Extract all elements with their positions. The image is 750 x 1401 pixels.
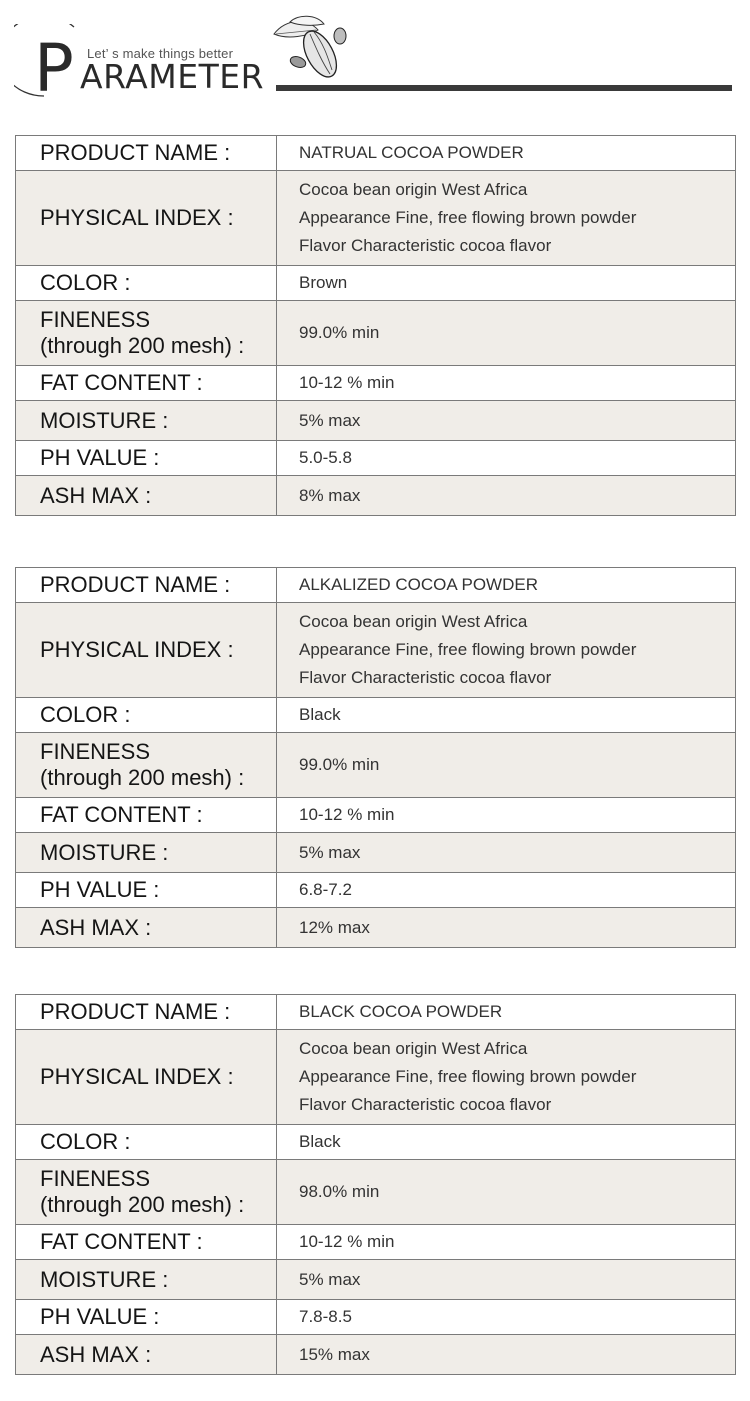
row-label: ASH MAX : [16,908,277,948]
moisture-value: 5% max [277,1260,736,1300]
spec-table-alkalized [15,567,736,948]
ph-value: 6.8-7.2 [277,873,736,908]
fineness-value: 99.0% min [277,733,736,798]
table-row [16,603,736,698]
table-row [16,366,736,401]
physical-index-line: Flavor Characteristic cocoa flavor [299,668,552,687]
row-label: FAT CONTENT : [16,1225,277,1260]
row-label: ASH MAX : [16,1335,277,1375]
fat-content-value: 10-12 % min [277,366,736,401]
color-value: Black [277,698,736,733]
row-label [16,301,277,366]
row-label: FAT CONTENT : [16,366,277,401]
physical-index-line: Cocoa bean origin West Africa [299,180,528,199]
row-label [16,1160,277,1225]
ash-max-value: 15% max [277,1335,736,1375]
physical-index-line: Flavor Characteristic cocoa flavor [299,1095,552,1114]
table-row [16,1160,736,1225]
moisture-value: 5% max [277,401,736,441]
table-row [16,266,736,301]
row-label: MOISTURE : [16,1260,277,1300]
fineness-value: 99.0% min [277,301,736,366]
table-row [16,301,736,366]
table-row [16,1225,736,1260]
ash-max-value: 8% max [277,476,736,516]
table-row [16,733,736,798]
product-name-value: BLACK COCOA POWDER [277,995,736,1030]
spec-table-black [15,994,736,1375]
table-row [16,441,736,476]
product-name-value: ALKALIZED COCOA POWDER [277,568,736,603]
parameter-header [0,0,750,110]
table-row [16,995,736,1030]
fat-content-value: 10-12 % min [277,1225,736,1260]
product-name-value: NATRUAL COCOA POWDER [277,136,736,171]
fineness-label-line: (through 200 mesh) : [40,1192,245,1217]
physical-index-line: Cocoa bean origin West Africa [299,1039,528,1058]
table-row [16,1260,736,1300]
row-label: PH VALUE : [16,1300,277,1335]
row-label [16,733,277,798]
physical-index-line: Flavor Characteristic cocoa flavor [299,236,552,255]
header-tagline: Let’ s make things better [87,46,234,61]
fineness-label-line: FINENESS [40,1166,151,1191]
fineness-label-line: FINENESS [40,307,151,332]
physical-index-value [277,603,736,698]
header-initial: P [34,30,74,107]
row-label: PH VALUE : [16,441,277,476]
header-title: ARAMETER [80,57,265,96]
table-row [16,1300,736,1335]
row-label: PHYSICAL INDEX : [16,1030,277,1125]
color-value: Black [277,1125,736,1160]
table-row [16,873,736,908]
physical-index-line: Appearance Fine, free flowing brown powder [299,208,637,227]
row-label: COLOR : [16,1125,277,1160]
row-label: ASH MAX : [16,476,277,516]
row-label: COLOR : [16,266,277,301]
table-row [16,833,736,873]
table-row [16,1335,736,1375]
fineness-value: 98.0% min [277,1160,736,1225]
row-label: PHYSICAL INDEX : [16,603,277,698]
physical-index-line: Appearance Fine, free flowing brown powder [299,1067,637,1086]
fineness-label-line: (through 200 mesh) : [40,765,245,790]
row-label: FAT CONTENT : [16,798,277,833]
row-label: PRODUCT NAME : [16,568,277,603]
row-label: PRODUCT NAME : [16,995,277,1030]
row-label: MOISTURE : [16,833,277,873]
table-row [16,171,736,266]
row-label: MOISTURE : [16,401,277,441]
row-label: COLOR : [16,698,277,733]
table-row [16,798,736,833]
physical-index-line: Cocoa bean origin West Africa [299,612,528,631]
table-row [16,698,736,733]
row-label: PH VALUE : [16,873,277,908]
fineness-label-line: FINENESS [40,739,151,764]
table-row [16,476,736,516]
table-row [16,568,736,603]
ph-value: 7.8-8.5 [277,1300,736,1335]
physical-index-value [277,1030,736,1125]
table-row [16,908,736,948]
ph-value: 5.0-5.8 [277,441,736,476]
physical-index-line: Appearance Fine, free flowing brown powder [299,640,637,659]
table-row [16,401,736,441]
row-label: PRODUCT NAME : [16,136,277,171]
color-value: Brown [277,266,736,301]
table-row [16,1030,736,1125]
row-label: PHYSICAL INDEX : [16,171,277,266]
physical-index-value [277,171,736,266]
fat-content-value: 10-12 % min [277,798,736,833]
spec-table-natural [15,135,736,516]
table-row [16,136,736,171]
ash-max-value: 12% max [277,908,736,948]
cocoa-pod-icon [268,12,352,82]
fineness-label-line: (through 200 mesh) : [40,333,245,358]
moisture-value: 5% max [277,833,736,873]
header-rule [276,85,732,91]
table-row [16,1125,736,1160]
